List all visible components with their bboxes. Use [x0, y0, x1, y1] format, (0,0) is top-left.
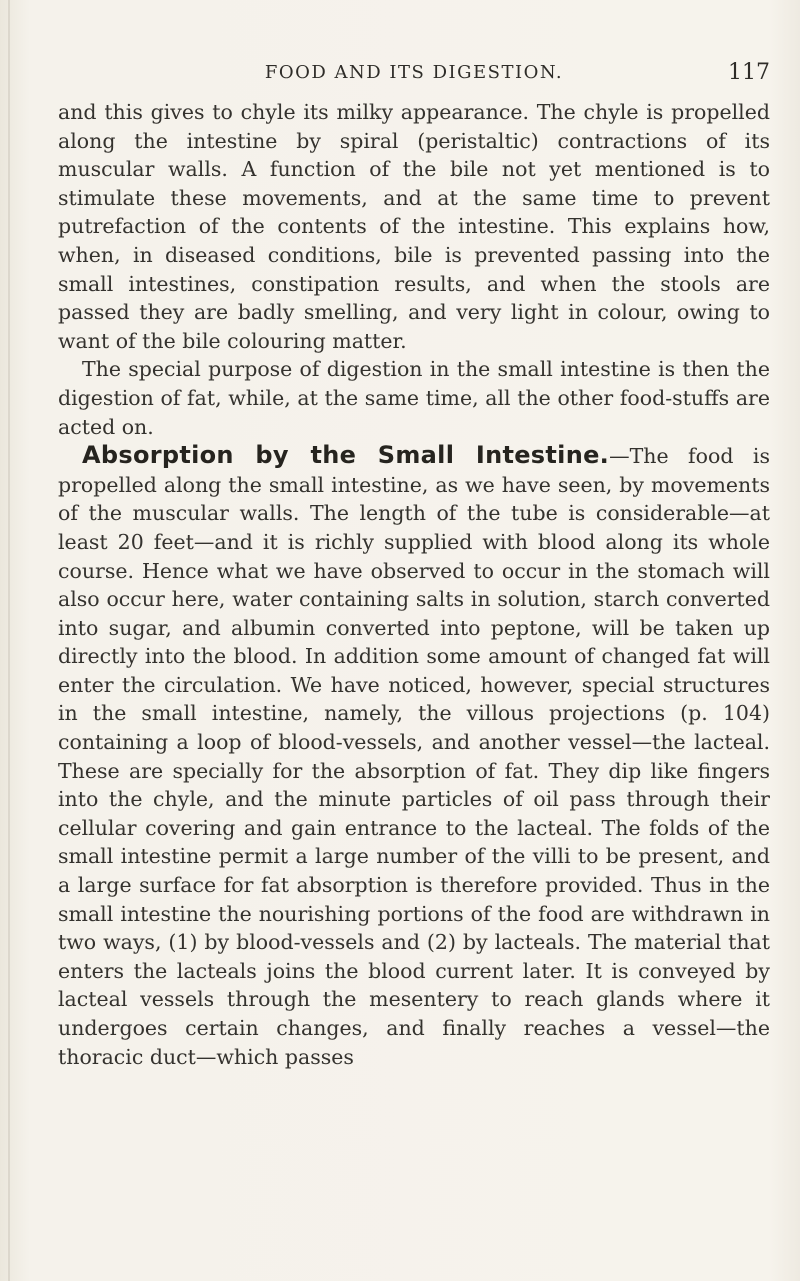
- paragraph-absorption: [58, 441, 770, 1071]
- section-heading: Absorption by the Small Intestine.: [82, 441, 610, 470]
- page-binding-edge: [8, 0, 10, 1281]
- paragraph-absorption-text: —The food is propelled along the small intestine, as we have seen, by movements of the muscular walls. The length of the tube is considerable—at least 20 feet—and it is richly supplied with blood along its whole course. Hence what we have observed to occur in the stomach will also occur here, water containing salts in solution, starch converted into sugar, and albumin converted into peptone, will be taken up directly into the blood. In addition some amount of changed fat will enter the circulation. We have noticed, however, special structures in the small intestine, namely, the villous projections (p. 104) containing a loop of blood-vessels, and another vessel—the lacteal. These are specially for the absorption of fat. They dip like fingers into the chyle, and the minute particles of oil pass through their cellular covering and gain entrance to the lacteal. The folds of the small intestine permit a large number of the villi to be present, and a large surface for fat absorption is therefore provided. Thus in the small intestine the nourishing portions of the food are withdrawn in two ways, (1) by blood-vessels and (2) by lacteals. The material that enters the lacteals joins the blood current later. It is conveyed by lacteal vessels through the mesentery to reach glands where it undergoes certain changes, and finally reaches a vessel—the thoracic duct—which passes: [58, 444, 770, 1069]
- body-text: [58, 98, 770, 1071]
- page-number: 117: [728, 60, 770, 85]
- paragraph-chyle-propulsion: and this gives to chyle its milky appearance. The chyle is propelled along the intestine by spiral (peristaltic) contractions of its muscular walls. A function of the bile not yet mentioned is to stimulate these movements, and at the same time to prevent putrefaction of the contents of the intestine. This explains how, when, in diseased conditions, bile is prevented passing into the small intestines, constipation results, and when the stools are passed they are badly smelling, and very light in colour, owing to want of the bile colouring matter.: [58, 100, 770, 353]
- running-head: FOOD AND ITS DIGESTION.: [264, 62, 564, 83]
- page-header: [58, 62, 770, 92]
- paragraph-special-purpose: The special purpose of digestion in the small intestine is then the digestion of fat, while, at the same time, all the other food-stuffs are acted on.: [58, 357, 770, 439]
